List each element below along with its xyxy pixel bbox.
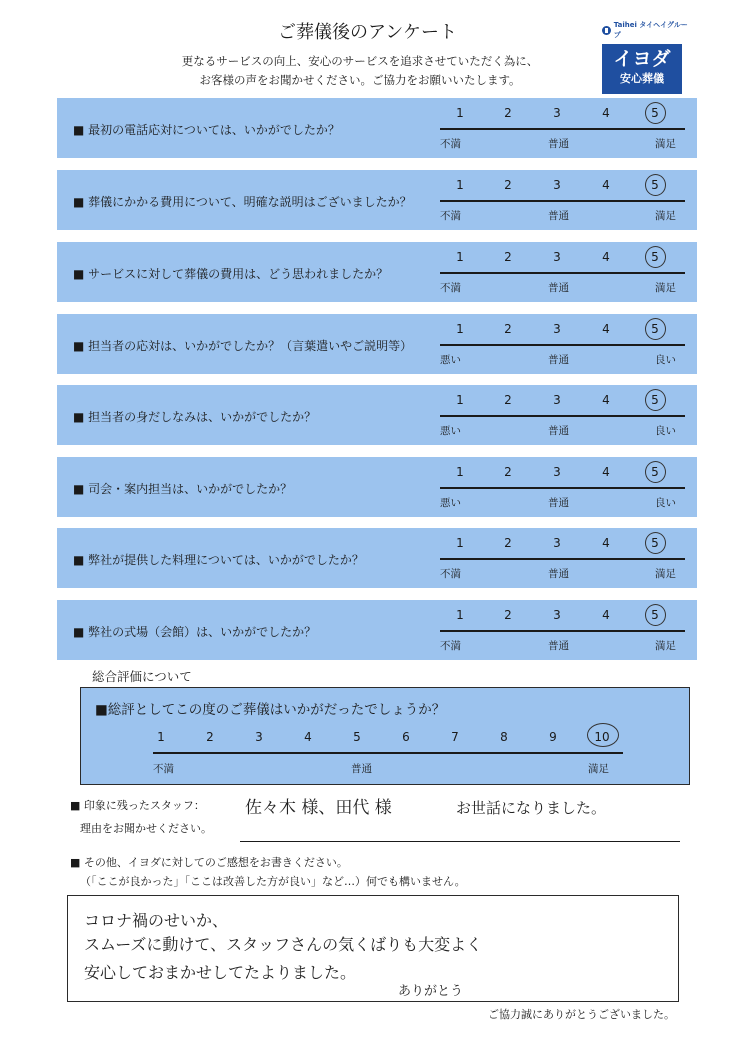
overall-rating-scale[interactable]	[153, 726, 623, 781]
scale-high-label: 良い	[655, 497, 676, 509]
question-text: ■ 司会・案内担当は、いかがでしたか？	[73, 482, 293, 496]
question-text: ■ 最初の電話応対については、いかがでしたか？	[73, 123, 340, 137]
staff-underline	[240, 841, 680, 842]
intro-text	[150, 52, 570, 90]
overall-question-panel	[80, 687, 690, 785]
scale-number[interactable]: 2	[504, 250, 512, 264]
scale-number[interactable]: 5	[651, 465, 659, 479]
scale-number[interactable]: 2	[504, 106, 512, 120]
overall-scale-number[interactable]: 2	[206, 730, 214, 744]
scale-number[interactable]: 3	[553, 536, 561, 550]
overall-scale-number[interactable]: 7	[451, 730, 459, 744]
selected-circle	[645, 246, 666, 268]
scale-number[interactable]: 1	[456, 250, 464, 264]
question-row	[57, 314, 697, 374]
scale-number[interactable]: 5	[651, 322, 659, 336]
scale-line	[440, 344, 685, 346]
question-text: ■ サービスに対して葬儀の費用は、どう思われましたか？	[73, 267, 389, 281]
taihei-mark-icon	[602, 26, 611, 35]
question-text: ■ 担当者の応対は、いかがでしたか？（言葉遣いやご説明等）	[73, 339, 413, 353]
scale-high-label: 満足	[655, 568, 676, 580]
overall-scale-line	[153, 752, 623, 754]
comment-line-3: 安心しておまかせしてたよりました。	[84, 963, 357, 982]
scale-low-label: 不満	[440, 282, 461, 294]
staff-reason-handwritten[interactable]: お世話になりました。	[456, 799, 607, 817]
question-text: ■ 弊社の式場（会館）は、いかがでしたか？	[73, 625, 317, 639]
scale-low-label: 不満	[440, 640, 461, 652]
scale-line	[440, 200, 685, 202]
logo-group	[602, 20, 692, 40]
scale-number[interactable]: 4	[602, 393, 610, 407]
scale-line	[440, 487, 685, 489]
scale-number[interactable]: 3	[553, 106, 561, 120]
scale-number[interactable]: 5	[651, 536, 659, 550]
rating-scale[interactable]	[440, 242, 685, 302]
intro-line-1: 更なるサービスの向上、安心のサービスを追求させていただく為に、	[181, 54, 539, 68]
scale-high-label: 満足	[655, 138, 676, 150]
overall-scale-number[interactable]: 6	[402, 730, 410, 744]
scale-mid-label: 普通	[548, 354, 569, 366]
scale-low-label: 悪い	[440, 497, 461, 509]
scale-number[interactable]: 4	[602, 536, 610, 550]
scale-line	[440, 558, 685, 560]
comment-line-1: コロナ禍のせいか、	[84, 911, 229, 930]
intro-line-2: お客様の声をお聞かせください。ご協力をお願いいたします。	[199, 73, 521, 87]
scale-mid-label: 普通	[548, 568, 569, 580]
scale-number[interactable]: 4	[602, 250, 610, 264]
page-title: ご葬儀後のアンケート	[278, 22, 457, 43]
scale-mid-label: 普通	[548, 138, 569, 150]
scale-number[interactable]: 1	[456, 465, 464, 479]
scale-number[interactable]: 3	[553, 393, 561, 407]
scale-number[interactable]: 3	[553, 250, 561, 264]
overall-question-text: ■総評としてこの度のご葬儀はいかがだったでしょうか？	[95, 702, 446, 718]
scale-number[interactable]: 4	[602, 322, 610, 336]
scale-number[interactable]: 4	[602, 106, 610, 120]
scale-number[interactable]: 3	[553, 608, 561, 622]
overall-scale-numbers	[153, 730, 623, 746]
scale-mid-label: 普通	[548, 282, 569, 294]
rating-scale[interactable]	[440, 385, 685, 445]
comments-hint: （「ここが良かった」「ここは改善した方が良い」など…）何でも構いません。	[80, 875, 466, 888]
selected-circle	[645, 604, 666, 626]
scale-number[interactable]: 3	[553, 465, 561, 479]
scale-high-label: 良い	[655, 425, 676, 437]
overall-heading: 総合評価について	[92, 669, 192, 684]
scale-mid-label: 普通	[548, 210, 569, 222]
scale-number[interactable]: 4	[602, 608, 610, 622]
scale-number[interactable]: 2	[504, 178, 512, 192]
scale-number[interactable]: 1	[456, 608, 464, 622]
scale-line	[440, 128, 685, 130]
scale-number[interactable]: 3	[553, 178, 561, 192]
scale-number[interactable]: 5	[651, 393, 659, 407]
overall-high-label: 満足	[588, 763, 609, 775]
question-row	[57, 170, 697, 230]
selected-circle	[645, 102, 666, 124]
overall-scale-number[interactable]: 5	[353, 730, 361, 744]
selected-circle	[645, 174, 666, 196]
scale-line	[440, 415, 685, 417]
question-row	[57, 600, 697, 660]
scale-number[interactable]: 1	[456, 106, 464, 120]
scale-number[interactable]: 2	[504, 322, 512, 336]
staff-label: ■ 印象に残ったスタッフ：	[70, 799, 205, 812]
scale-low-label: 不満	[440, 138, 461, 150]
scale-mid-label: 普通	[548, 425, 569, 437]
scale-number[interactable]: 5	[651, 608, 659, 622]
overall-scale-number[interactable]: 4	[304, 730, 312, 744]
staff-names-handwritten[interactable]: 佐々木 様、田代 様	[245, 798, 392, 818]
logo-badge	[602, 44, 682, 94]
scale-high-label: 満足	[655, 282, 676, 294]
scale-number[interactable]: 1	[456, 393, 464, 407]
question-row	[57, 242, 697, 302]
scale-number[interactable]: 2	[504, 465, 512, 479]
question-row	[57, 528, 697, 588]
overall-mid-label: 普通	[351, 763, 372, 775]
scale-low-label: 悪い	[440, 425, 461, 437]
scale-number[interactable]: 1	[456, 178, 464, 192]
staff-reason-label: 理由をお聞かせください。	[80, 822, 212, 835]
overall-scale-number[interactable]: 1	[157, 730, 165, 744]
comments-label: ■ その他、イヨダに対してのご感想をお書きください。	[70, 856, 348, 869]
question-row	[57, 457, 697, 517]
rating-scale[interactable]	[440, 314, 685, 374]
scale-high-label: 満足	[655, 210, 676, 222]
scale-number[interactable]: 1	[456, 322, 464, 336]
scale-number[interactable]: 2	[504, 608, 512, 622]
question-row	[57, 385, 697, 445]
selected-circle	[645, 318, 666, 340]
scale-number[interactable]: 2	[504, 536, 512, 550]
logo-name: イヨダ	[613, 48, 671, 70]
footer-thanks: ご協力誠にありがとうございました。	[488, 1008, 675, 1021]
question-row	[57, 98, 697, 158]
rating-scale[interactable]	[440, 170, 685, 230]
scale-low-label: 悪い	[440, 354, 461, 366]
scale-number[interactable]: 1	[456, 536, 464, 550]
overall-scale-number[interactable]: 9	[549, 730, 557, 744]
selected-circle	[645, 461, 666, 483]
scale-mid-label: 普通	[548, 640, 569, 652]
rating-scale[interactable]	[440, 457, 685, 517]
question-text: ■ 葬儀にかかる費用について、明確な説明はございましたか？	[73, 195, 412, 209]
scale-number[interactable]: 4	[602, 178, 610, 192]
overall-scale-number[interactable]: 3	[255, 730, 263, 744]
rating-scale[interactable]	[440, 98, 685, 158]
overall-selected-circle	[587, 723, 619, 747]
scale-low-label: 不満	[440, 210, 461, 222]
scale-number[interactable]: 2	[504, 393, 512, 407]
scale-number[interactable]: 3	[553, 322, 561, 336]
scale-line	[440, 630, 685, 632]
scale-number[interactable]: 4	[602, 465, 610, 479]
selected-circle	[645, 532, 666, 554]
scale-number[interactable]: 5	[651, 178, 659, 192]
comment-line-2: スムーズに動けて、スタッフさんの気くばりも大変よく	[84, 935, 483, 954]
comments-box[interactable]	[67, 895, 679, 1002]
scale-mid-label: 普通	[548, 497, 569, 509]
logo-group-text: Taihei タイヘイグループ	[613, 21, 688, 39]
scale-number[interactable]: 5	[651, 250, 659, 264]
scale-low-label: 不満	[440, 568, 461, 580]
scale-number[interactable]: 5	[651, 106, 659, 120]
logo-sub: 安心葬儀	[620, 72, 664, 85]
question-text: ■ 担当者の身だしなみは、いかがでしたか？	[73, 410, 317, 424]
overall-scale-number[interactable]: 10	[594, 730, 610, 744]
overall-low-label: 不満	[153, 763, 174, 775]
rating-scale[interactable]	[440, 600, 685, 660]
rating-scale[interactable]	[440, 528, 685, 588]
selected-circle	[645, 389, 666, 411]
scale-high-label: 満足	[655, 640, 676, 652]
question-text: ■ 弊社が提供した料理については、いかがでしたか？	[73, 553, 364, 567]
comment-thanks: ありがとう	[398, 984, 464, 999]
company-logo	[602, 20, 692, 90]
scale-high-label: 良い	[655, 354, 676, 366]
scale-line	[440, 272, 685, 274]
overall-scale-number[interactable]: 8	[500, 730, 508, 744]
